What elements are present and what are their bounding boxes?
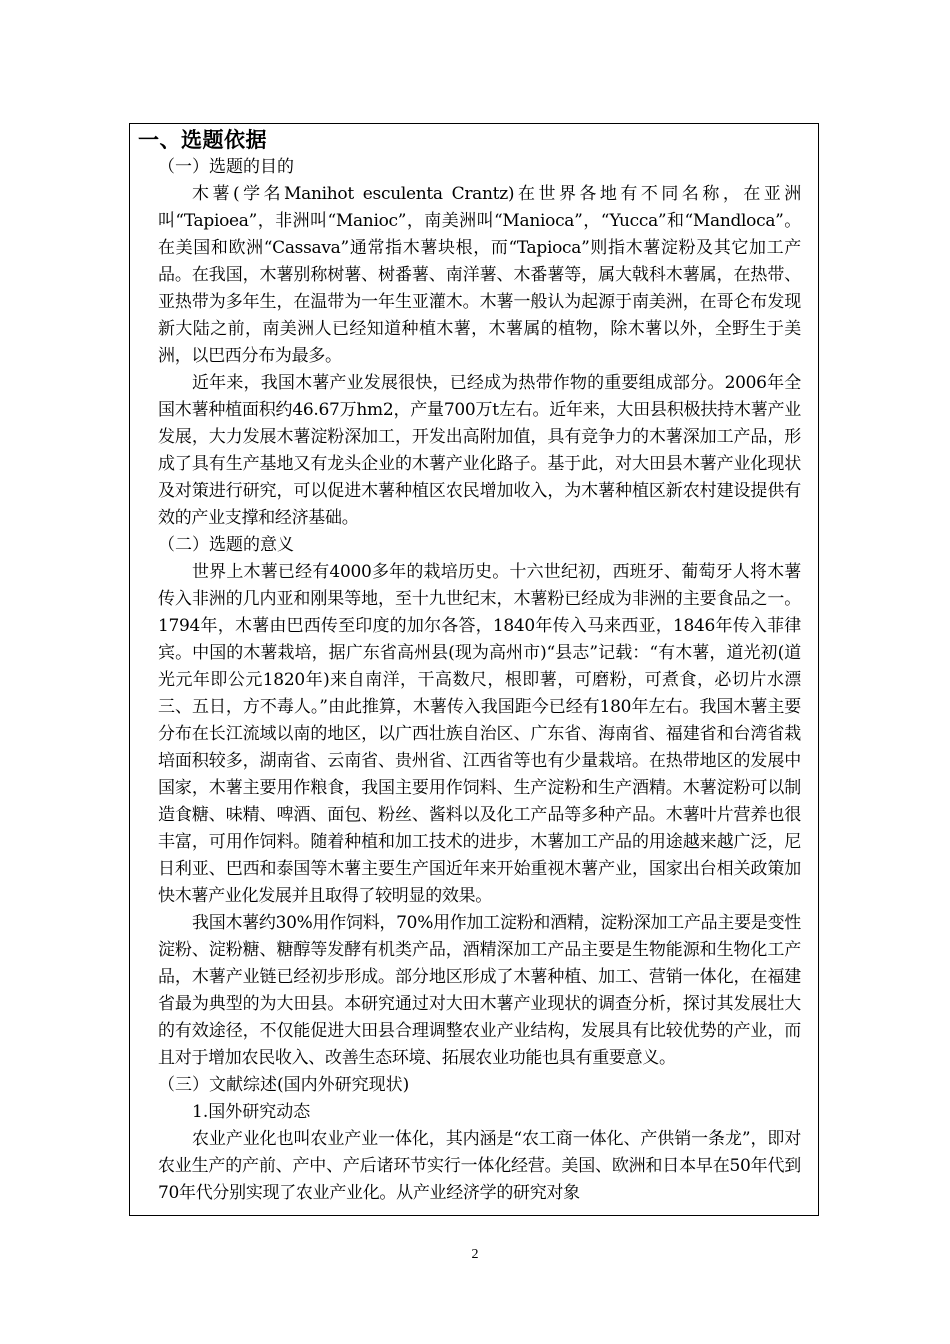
significance-heading: （二）选题的意义 xyxy=(158,535,294,555)
review-heading: （三）文献综述(国内外研究现状) xyxy=(158,1075,410,1095)
content-frame xyxy=(129,123,819,1216)
page-number: 2 xyxy=(471,1247,479,1262)
purpose-paragraph-2: 近年来，我国木薯产业发展很快，已经成为热带作物的重要组成部分。2006年全国木薯种植面积约46.67万hm2，产量700万t左右。近年来，大田县积极扶持木薯产业发展，大力发展木薯淀粉深加工，开发出高附加值，具有竞争力的木薯深加工产品，形成了具有生产基地又有龙头企业的木薯产业化路子。基于此，对大田县木薯产业化现状及对策进行研究，可以促进木薯种植区农民增加收入，为木薯种植区新农村建设提供有效的产业支撑和经济基础。 xyxy=(158,373,801,528)
section-title: 一、选题依据 xyxy=(138,128,267,152)
purpose-paragraph-1: 木薯(学名Manihot esculenta Crantz)在世界各地有不同名称，在亚洲叫“Tapioea”，非洲叫“Manioc”，南美洲叫“Manioca”，“Yucca”和“Mandloca”。在美国和欧洲“Cassava”通常指木薯块根，而“Tapioca”则指木薯淀粉及其它加工产品。在我国，木薯别称树薯、树番薯、南洋薯、木番薯等，属大戟科木薯属，在热带、亚热带为多年生，在温带为一年生亚灌木。木薯一般认为起源于南美洲，在哥仑布发现新大陆之前，南美洲人已经知道种植木薯，木薯属的植物，除木薯以外，全野生于美洲，以巴西分布为最多。 xyxy=(158,184,801,366)
review-paragraph-1: 农业产业化也叫农业产业一体化，其内涵是“农工商一体化、产供销一条龙”，即对农业生产的产前、产中、产后诸环节实行一体化经营。美国、欧洲和日本早在50年代到70年代分别实现了农业产业化。从产业经济学的研究对象 xyxy=(158,1129,801,1203)
significance-paragraph-2: 我国木薯约30%用作饲料，70%用作加工淀粉和酒精，淀粉深加工产品主要是变性淀粉、淀粉糖、糖醇等发酵有机类产品，酒精深加工产品主要是生物能源和生物化工产品，木薯产业链已经初步形成。部分地区形成了木薯种植、加工、营销一体化，在福建省最为典型的为大田县。本研究通过对大田木薯产业现状的调查分析，探讨其发展壮大的有效途径，不仅能促进大田县合理调整农业产业结构，发展具有比较优势的产业，而且对于增加农民收入、改善生态环境、拓展农业功能也具有重要意义。 xyxy=(158,913,801,1068)
document-body xyxy=(138,126,801,1207)
review-subheading: 1.国外研究动态 xyxy=(192,1102,311,1122)
purpose-heading: （一）选题的目的 xyxy=(158,157,294,177)
significance-paragraph-1: 世界上木薯已经有4000多年的栽培历史。十六世纪初，西班牙、葡萄牙人将木薯传入非洲的几内亚和刚果等地，至十九世纪末，木薯粉已经成为非洲的主要食品之一。1794年，木薯由巴西传至印度的加尔各答，1840年传入马来西亚，1846年传入菲律宾。中国的木薯栽培，据广东省高州县(现为高州市)“县志”记载：“有木薯，道光初(道光元年即公元1820年)来自南洋，干高数尺，根即薯，可磨粉，可煮食，必切片水漂三、五日，方不毒人。”由此推算，木薯传入我国距今已经有180年左右。我国木薯主要分布在长江流域以南的地区，以广西壮族自治区、广东省、海南省、福建省和台湾省栽培面积较多，湖南省、云南省、贵州省、江西省等也有少量栽培。在热带地区的发展中国家，木薯主要用作粮食，我国主要用作饲料、生产淀粉和生产酒精。木薯淀粉可以制造食糖、味精、啤酒、面包、粉丝、酱料以及化工产品等多种产品。木薯叶片营养也很丰富，可用作饲料。随着种植和加工技术的进步，木薯加工产品的用途越来越广泛，尼日利亚、巴西和泰国等木薯主要生产国近年来开始重视木薯产业，国家出台相关政策加快木薯产业化发展并且取得了较明显的效果。 xyxy=(158,562,801,906)
